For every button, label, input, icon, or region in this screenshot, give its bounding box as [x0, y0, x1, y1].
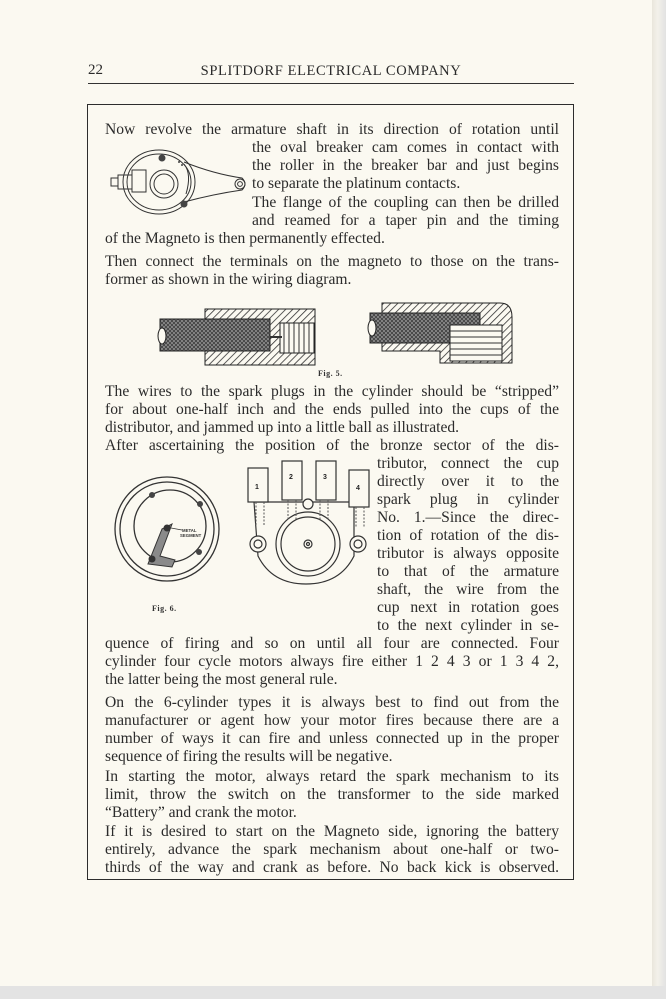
paragraph-distributor [105, 437, 559, 455]
breaker-mechanism-figure [104, 140, 254, 222]
text-line: tributor is always opposite [377, 545, 559, 562]
figure-6-distributor-disc [112, 474, 222, 584]
text-line: cup next in rotation goes [377, 599, 559, 616]
paragraph-starting [105, 768, 559, 822]
paragraph-six-cylinder [105, 694, 559, 766]
paragraph-firing-order [105, 635, 559, 689]
scan-background [0, 986, 666, 999]
terminal-label-4: 4 [356, 485, 360, 492]
text-line: Then connect the terminals on the magneto to those on the trans- [105, 253, 559, 270]
header-rule [88, 83, 574, 84]
text-line: tion of rotation of the dis- [377, 527, 559, 544]
text-line: to the next cylinder in se- [377, 617, 559, 634]
text-line: The flange of the coupling can then be drilled [252, 194, 559, 211]
terminal-label-1: 1 [255, 484, 259, 491]
page-number: 22 [88, 62, 103, 78]
paragraph-armature-wrap [252, 139, 559, 193]
text-line: On the 6-cylinder types it is always best to find out from the [105, 694, 559, 711]
text-line: for about one-half inch and the ends pulled into the cups of the [105, 401, 559, 418]
text-line: sequence of firing the results will be negative. [105, 748, 393, 765]
text-line: number of ways it can fire and unless connected up in the proper [105, 730, 559, 747]
terminal-label-3: 3 [323, 474, 327, 481]
text-line: In starting the motor, always retard the spark mechanism to its [105, 768, 559, 785]
text-line: shaft, the wire from the [377, 581, 559, 598]
text-line: If it is desired to start on the Magneto side, ignoring the battery [105, 823, 559, 840]
text-line: No. 1.—Since the direc- [377, 509, 559, 526]
figure-5-caption: Fig. 5. [318, 369, 343, 378]
text-line: The wires to the spark plugs in the cylinder should be “stripped” [105, 383, 559, 400]
text-line: cylinder four cycle motors always fire either 1 2 4 3 or 1 3 4 2, [105, 653, 559, 670]
paragraph-terminals [105, 253, 559, 289]
figure-5-wire-connectors [150, 303, 520, 365]
page-edge [652, 0, 666, 999]
text-line: limit, throw the switch on the transformer to the side marked [105, 786, 559, 803]
text-line: quence of firing and so on until all four are connected. Four [105, 635, 559, 652]
text-line: entirely, advance the spark mechanism about one-half or two- [105, 841, 559, 858]
text-line: the roller in the breaker bar and just begins [252, 157, 559, 174]
paragraph-magneto-start [105, 823, 559, 877]
text-line: “Battery” and crank the motor. [105, 804, 297, 821]
text-line: to that of the armature [377, 563, 559, 580]
text-line: and reamed for a taper pin and the timing [252, 212, 559, 229]
text-line: spark plug in cylinder [377, 491, 559, 508]
metal-segment-label: SEGMENT [180, 533, 202, 538]
paragraph-distributor-wrap [377, 455, 559, 635]
running-title: SPLITDORF ELECTRICAL COMPANY [200, 63, 462, 79]
terminal-label-2: 2 [289, 474, 293, 481]
metal-segment-label: METAL [182, 528, 197, 533]
paragraph-flange [105, 230, 559, 248]
text-line: distributor, and jammed up into a little ball as illustrated. [105, 419, 460, 436]
text-line: of the Magneto is then permanently effected. [105, 230, 385, 247]
text-line: After ascertaining the position of the bronze sector of the dis- [105, 437, 559, 454]
text-line: to separate the platinum contacts. [252, 175, 461, 192]
text-line: manufacturer or agent how your motor fires because there are a [105, 712, 559, 729]
figure-6-caption: Fig. 6. [152, 604, 177, 613]
text-line: the oval breaker cam comes in contact with [252, 139, 559, 156]
paragraph-flange-wrap [252, 194, 559, 230]
paragraph-armature [105, 121, 559, 139]
text-line: Now revolve the armature shaft in its direction of rotation until [105, 121, 559, 138]
text-line: thirds of the way and crank as before. No back kick is observed. [105, 859, 559, 876]
text-line: tributor, connect the cup [377, 455, 559, 472]
figure-6-distributor-head [244, 460, 369, 588]
text-line: directly over it to the [377, 473, 559, 490]
text-line: former as shown in the wiring diagram. [105, 271, 352, 288]
paragraph-wires [105, 383, 559, 437]
text-line: the latter being the most general rule. [105, 671, 338, 688]
